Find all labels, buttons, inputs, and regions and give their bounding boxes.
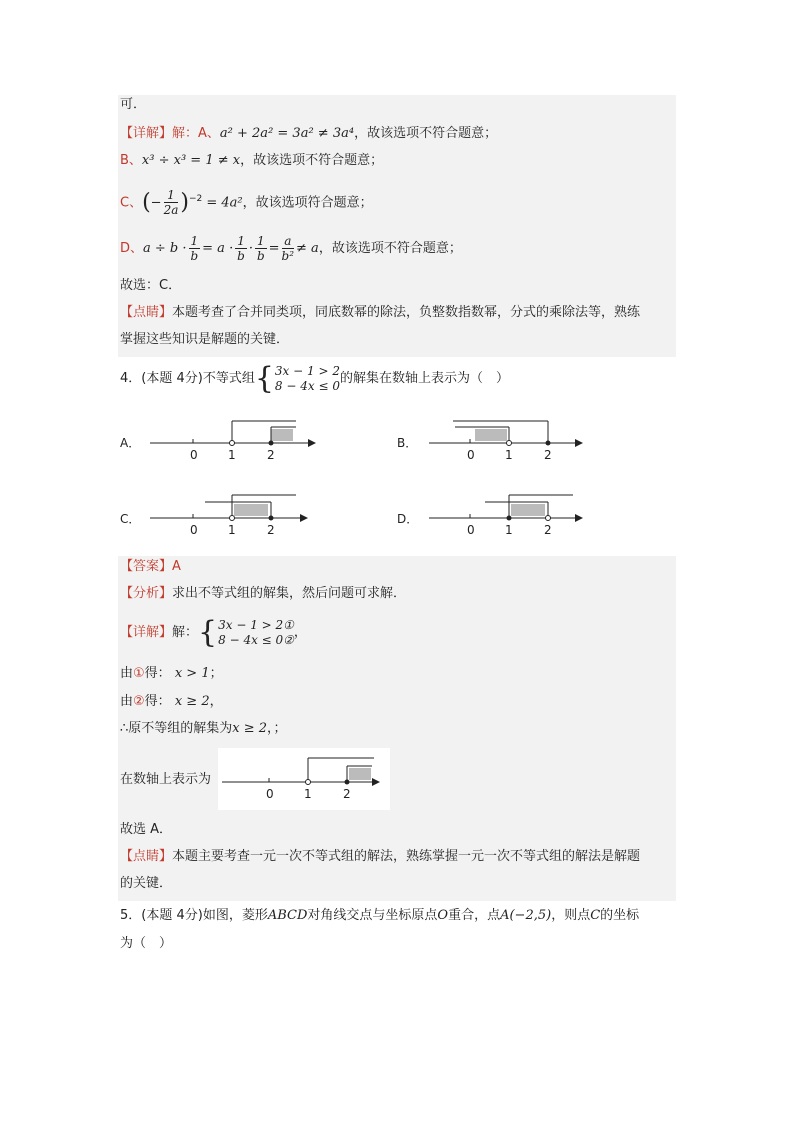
fraction-c: $\frac{1}{2a}$ bbox=[163, 188, 179, 218]
math-b: x³ ÷ x³ = 1 ≠ x bbox=[141, 153, 241, 168]
prev-choose: 故选：C． bbox=[120, 278, 182, 293]
option-b-numberline[interactable] bbox=[425, 415, 595, 463]
math-a: a² + 2a² = 3a² ≠ 3a⁴ bbox=[219, 126, 355, 141]
tick-1: 1 bbox=[228, 523, 236, 537]
detail-tag: 【详解】 bbox=[120, 126, 173, 141]
option-b-label[interactable]: B． bbox=[397, 436, 418, 450]
tick-2: 2 bbox=[267, 523, 275, 537]
q4-note-1: 【点睛】本题主要考查一元一次不等式组的解法，熟练掌握一元一次不等式组的解法是解题 bbox=[120, 849, 641, 864]
prev-detail-b: B、x³ ÷ x³ = 1 ≠ x，故该选项不符合题意； bbox=[120, 153, 384, 168]
q4-stem: 4．(本题 4分)不等式组{ 3x − 1 > 2 8 − 4x ≤ 0 的解集在数轴上表示为（ ） bbox=[120, 360, 509, 396]
tick-1: 1 bbox=[228, 448, 236, 462]
tick-1: 1 bbox=[304, 787, 312, 801]
tick-1: 1 bbox=[505, 448, 513, 462]
prev-detail-c: C、(− $\frac{1}{2a}$ )$^{-2}$ = 4a²，故该选项符合题意； bbox=[120, 188, 373, 218]
prev-note-1: 【点睛】本题考查了合并同类项，同底数幂的除法，负整数指数幂，分式的乘除法等，熟练 bbox=[120, 305, 641, 320]
detail-system: 3x − 1 > 2① 8 − 4x ≤ 0② bbox=[218, 617, 294, 647]
tick-0: 0 bbox=[190, 448, 198, 462]
tick-1: 1 bbox=[505, 523, 513, 537]
tick-2: 2 bbox=[544, 523, 552, 537]
tick-0: 0 bbox=[467, 523, 475, 537]
option-d-label[interactable]: D． bbox=[397, 512, 419, 526]
tick-2: 2 bbox=[544, 448, 552, 462]
tick-0: 0 bbox=[266, 787, 274, 801]
prev-cont: 可． bbox=[120, 97, 147, 112]
q4-step-3: ∴原不等组的解集为x ≥ 2，； bbox=[120, 721, 287, 736]
q5-stem-1: 5．(本题 4分)如图，菱形ABCD对角线交点与坐标原点O重合，点A(−2,5)，则点C的坐标 bbox=[120, 908, 640, 923]
inequality-system: 3x − 1 > 2 8 − 4x ≤ 0 bbox=[274, 363, 340, 393]
q4-note-2: 的关键． bbox=[120, 876, 173, 891]
q5-stem-2: 为（ ） bbox=[120, 936, 173, 951]
answer-numberline bbox=[222, 752, 390, 808]
option-d-numberline[interactable] bbox=[425, 490, 595, 538]
option-a-numberline[interactable] bbox=[150, 415, 320, 463]
tick-2: 2 bbox=[267, 448, 275, 462]
q4-answer: 【答案】A bbox=[120, 559, 181, 574]
q4-step-2: 由②得： x ≥ 2， bbox=[120, 694, 223, 709]
q4-analysis: 【分析】求出不等式组的解集，然后问题可求解． bbox=[120, 586, 407, 601]
option-a-label[interactable]: A． bbox=[120, 436, 141, 450]
option-c-numberline[interactable] bbox=[150, 490, 320, 538]
prev-detail-d: D、a ÷ b · $\frac{1}{b}$ = a · $\frac{1}{b}$ · $\frac{1}{b}$ = $\frac{a}{\text{b²}}$ ≠ a，故该选项不符合题意； bbox=[120, 234, 462, 263]
q4-detail: 【详解】解：{ 3x − 1 > 2① 8 − 4x ≤ 0② ， bbox=[120, 614, 307, 650]
tick-2: 2 bbox=[343, 787, 351, 801]
prev-detail-a: 【详解】解：A、a² + 2a² = 3a² ≠ 3a⁴，故该选项不符合题意； bbox=[120, 126, 498, 141]
prev-note-2: 掌握这些知识是解题的关键． bbox=[120, 332, 290, 347]
q4-step-1: 由①得： x > 1； bbox=[120, 666, 223, 681]
tick-0: 0 bbox=[467, 448, 475, 462]
tick-0: 0 bbox=[190, 523, 198, 537]
q4-choose: 故选 A． bbox=[120, 822, 173, 837]
numberline-label: 在数轴上表示为 bbox=[120, 772, 212, 787]
option-c-label[interactable]: C． bbox=[120, 512, 141, 526]
